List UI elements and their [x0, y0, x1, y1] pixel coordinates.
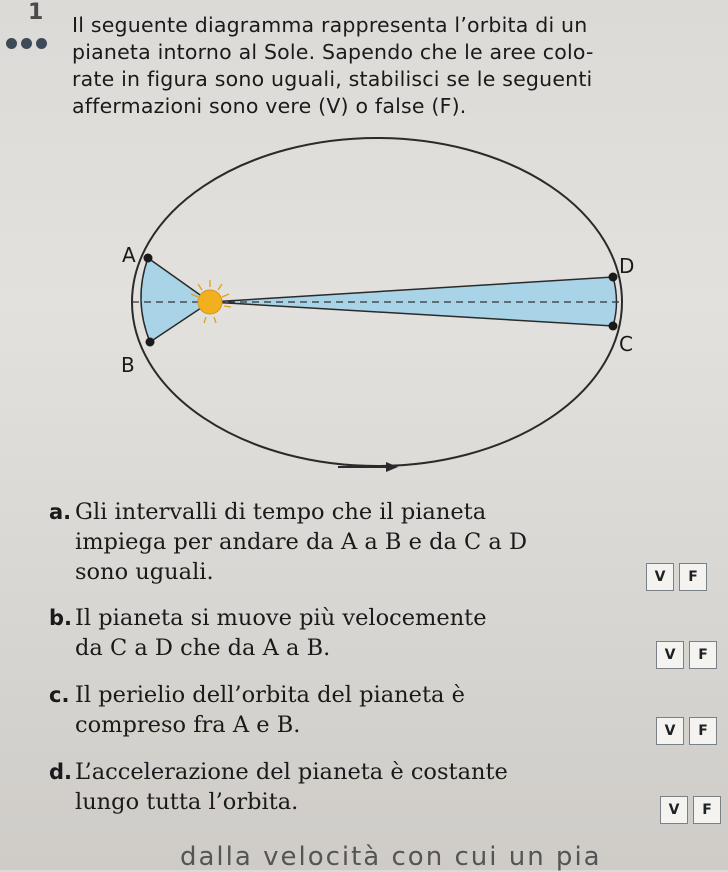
- statement-line: Il pianeta si muove più velocemente: [75, 605, 487, 631]
- statement-line: da C a D che da A a B.: [75, 635, 331, 661]
- statement-letter: a.: [49, 500, 72, 524]
- statement-line: Gli intervalli di tempo che il pianeta: [75, 499, 487, 525]
- statement-letter: d.: [49, 760, 73, 784]
- intro-line: rate in figura sono uguali, stabilisci se le seguenti: [72, 67, 593, 91]
- statement-letter: b.: [49, 606, 73, 630]
- answer-d: [660, 796, 721, 824]
- exercise-number: 1: [28, 0, 44, 25]
- next-page-text: dalla velocità con cui un pia: [180, 842, 602, 872]
- orbit-arrowhead: [386, 462, 398, 472]
- true-checkbox[interactable]: V: [656, 641, 684, 669]
- label-a: A: [122, 243, 136, 267]
- point-d-marker: [609, 273, 618, 282]
- false-checkbox[interactable]: F: [679, 563, 707, 591]
- true-checkbox[interactable]: V: [646, 563, 674, 591]
- answer-a: [646, 563, 707, 591]
- statement-c: [49, 680, 635, 740]
- intro-line: Il seguente diagramma rappresenta l’orbita di un: [72, 13, 588, 37]
- point-c-marker: [609, 322, 618, 331]
- statement-b: [49, 603, 635, 663]
- statement-line: L’accelerazione del pianeta è costante: [75, 759, 508, 785]
- label-b: B: [121, 353, 135, 377]
- true-checkbox[interactable]: V: [660, 796, 688, 824]
- false-checkbox[interactable]: F: [689, 641, 717, 669]
- statement-line: compreso fra A e B.: [75, 712, 301, 738]
- label-c: C: [619, 332, 633, 356]
- false-checkbox[interactable]: F: [689, 717, 717, 745]
- true-checkbox[interactable]: V: [656, 717, 684, 745]
- statement-letter: c.: [49, 683, 70, 707]
- statement-line: Il perielio dell’orbita del pianeta è: [75, 682, 465, 708]
- answer-b: [656, 641, 717, 669]
- intro-line: pianeta intorno al Sole. Sapendo che le aree colo-: [72, 40, 594, 64]
- statement-line: lungo tutta l’orbita.: [75, 789, 299, 815]
- false-checkbox[interactable]: F: [693, 796, 721, 824]
- statement-d: [49, 757, 635, 817]
- statement-a: [49, 497, 635, 587]
- statement-line: sono uguali.: [75, 559, 214, 585]
- point-b-marker: [146, 338, 155, 347]
- point-a-marker: [144, 254, 153, 263]
- intro-line: affermazioni sono vere (V) o false (F).: [72, 94, 467, 118]
- statement-line: impiega per andare da A a B e da C a D: [75, 529, 528, 555]
- label-d: D: [619, 254, 635, 278]
- answer-c: [656, 717, 717, 745]
